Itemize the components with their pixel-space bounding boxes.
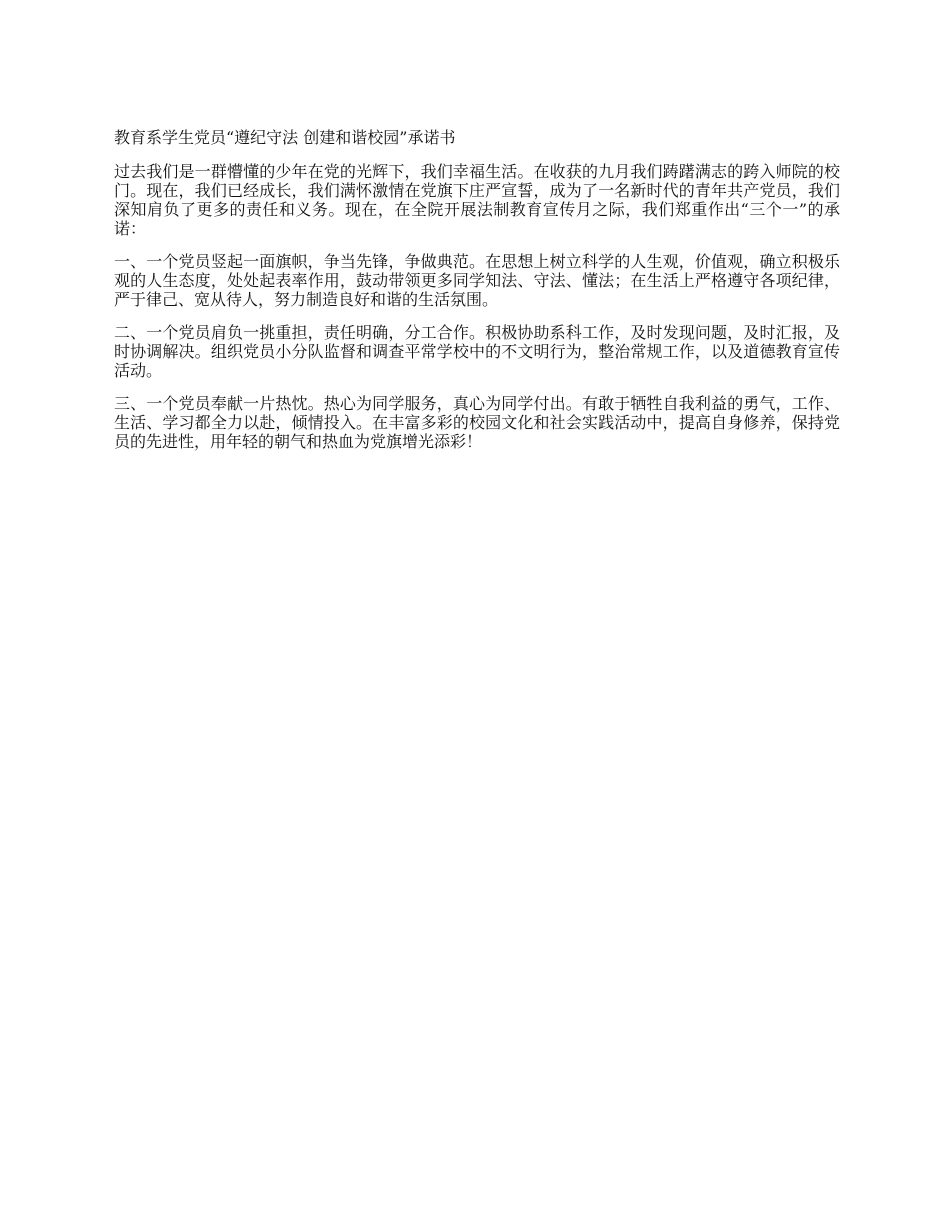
pledge-three-paragraph: 三、一个党员奉献一片热忱。热心为同学服务，真心为同学付出。有敢于牺牲自我利益的勇气，工作、生活、学习都全力以赴，倾情投入。在丰富多彩的校园文化和社会实践活动中，提高自身修养，保持党员的先进性，用年轻的朝气和热血为党旗增光添彩！ bbox=[114, 394, 840, 451]
pledge-one-paragraph: 一、一个党员竖起一面旗帜，争当先锋，争做典范。在思想上树立科学的人生观，价值观，确立积极乐观的人生态度，处处起表率作用，鼓动带领更多同学知法、守法、懂法；在生活上严格遵守各项纪律，严于律己、宽从待人，努力制造良好和谐的生活氛围。 bbox=[114, 252, 840, 309]
document-page bbox=[114, 128, 840, 465]
pledge-two-paragraph: 二、一个党员肩负一挑重担，责任明确，分工合作。积极协助系科工作，及时发现问题，及时汇报，及时协调解决。组织党员小分队监督和调查平常学校中的不文明行为，整治常规工作，以及道德教育宣传活动。 bbox=[114, 323, 840, 380]
document-title: 教育系学生党员“遵纪守法 创建和谐校园”承诺书 bbox=[114, 128, 456, 147]
intro-paragraph: 过去我们是一群懵懂的少年在党的光辉下，我们幸福生活。在收获的九月我们踌躇满志的跨入师院的校门。现在，我们已经成长，我们满怀激情在党旗下庄严宣誓，成为了一名新时代的青年共产党员，我们深知肩负了更多的责任和义务。现在，在全院开展法制教育宣传月之际，我们郑重作出“三个一”的承诺： bbox=[114, 162, 840, 238]
